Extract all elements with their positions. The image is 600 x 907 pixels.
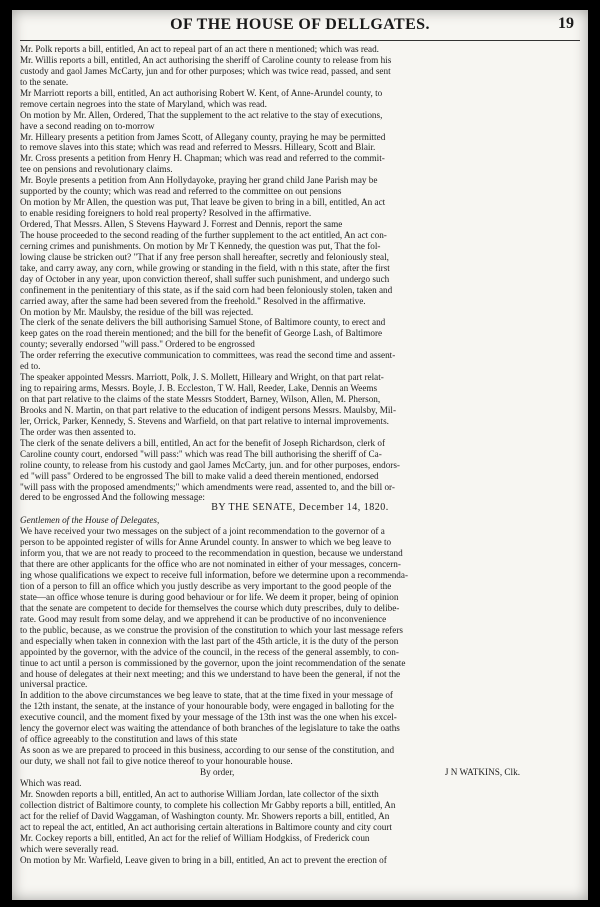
text-line: tion of a person to fill an office which you justly describe as very important to the good people of the (20, 581, 392, 591)
text-line: confinement in the penitentiary of this state, as if the said corn had been feloniously stolen, taken and (20, 284, 393, 295)
text-line: The order was then assented to. (20, 426, 136, 437)
text-line: person to be appointed register of wills for Anne Arundel county. In answer to which we beg leave to (20, 537, 392, 548)
text-line: The order referring the executive communication to committees, was read the second time and assent- (20, 350, 396, 361)
text-line: collection district of Baltimore county, to complete his collection Mr Gabby reports a bill, entitled, An (20, 799, 396, 810)
text-line: to the senate. (20, 76, 69, 87)
text-line: On motion by Mr. Warfield, Leave given to bring in a bill, entitled, An act to prevent the erection of (20, 854, 387, 865)
text-line: Which was read. (20, 777, 82, 788)
text-line: have a second reading on to-morrow (20, 120, 155, 131)
text-line: Caroline county court, endorsed "will pass:" which was read The bill authorising the sheriff of Ca- (20, 448, 382, 459)
text-line: Ordered, That Messrs. Allen, S Stevens Hayward J. Forrest and Dennis, report the same (20, 219, 343, 229)
signoff (20, 767, 580, 778)
text-line: Mr Marriott reports a bill, entitled, An act authorising Robert W. Kent, of Anne-Arundel county, to (20, 87, 383, 98)
text-line: act for the relief of David Waggaman, of Washington county. Mr. Showers reports a bill, entitled, An (20, 810, 390, 821)
text-line: dered to be engrossed And the following message: (20, 492, 205, 503)
text-line: executive council, and the moment fixed by your message of the 13th inst was the one when his excel- (20, 712, 397, 723)
text-line: Mr. Cockey reports a bill, entitled, An act for the relief of William Hodgkiss, of Frederick coun (20, 832, 370, 843)
text-line: state—an office whose tenure is during good behaviour or for life. We deem it proper, being of opinion (20, 591, 399, 602)
text-line: county; severally endorsed "will pass." Ordered to be engrossed (20, 339, 255, 350)
senate-message-body (20, 526, 580, 767)
text-line: Mr. Polk reports a bill, entitled, An act to repeal part of an act there n mentioned; which was read. (20, 44, 379, 54)
text-line: to the public, because, as we construe the provision of the constitution to which your last message refers (20, 624, 403, 635)
page-number: 19 (558, 15, 574, 32)
text-line: appointed by the governor, with the advice of the council, in the recess of the general assembly, to con- (20, 646, 399, 657)
text-line: take, and carry away, any corn, while growing or standing in the field, with n this state, after the first (20, 262, 390, 273)
text-line: rate. Good may result from some delay, and we apprehend it can be productive of no inconvenience (20, 613, 387, 624)
text-line: cerning crimes and punishments. On motion by Mr T Kennedy, the question was put, That the fol- (20, 240, 381, 251)
text-line: ler, Orrick, Parker, Kennedy, S. Stevens and Warfield, on that part relative to internal improvements. (20, 415, 389, 426)
text-line: The clerk of the senate delivers the bill authorising Samuel Stone, of Baltimore county, to erect and (20, 317, 386, 328)
text-line: We have received your two messages on the subject of a joint recommendation to the governor of a (20, 526, 385, 537)
text-line: ing whose qualifications we expect to receive full information, before we determine upon a recommenda- (20, 570, 409, 581)
text-line: Mr. Snowden reports a bill, entitled, An act to authorise William Jordan, late collector of the sixth (20, 788, 379, 799)
document-page (12, 10, 588, 900)
text-line: custody and gaol James McCarty, jun and for other purposes; which was twice read, passed, and sent (20, 65, 391, 76)
by-order: By order, (200, 766, 235, 777)
text-line: The clerk of the senate delivers a bill, entitled, An act for the benefit of Joseph Richardson, clerk of (20, 437, 386, 448)
text-line: keep gates on the road therein mentioned; and the bill for the benefit of George Lash, of Baltimore (20, 328, 383, 339)
text-line: carried away, after the same had been severed from the freehold." Resolved in the affirmative. (20, 295, 366, 306)
text-line: that the senate are competent to decide for themselves the course which duty prescribes, duly to delibe- (20, 602, 400, 613)
senate-message-heading: BY THE SENATE, December 14, 1820. (211, 502, 389, 514)
text-line: of office agreeably to the constitution and laws of this state (20, 734, 238, 745)
text-line: day of October in any year, upon conviction thereof, shall suffer such punishment, and undergo such (20, 273, 390, 284)
text-line: that there are other applicants for the office who are not nominated in either of your messages, concern- (20, 559, 401, 570)
text-line: supported by the county; which was read and referred to the committee on out pensions (20, 186, 342, 197)
text-line: tee on pensions and revolutionary claims. (20, 164, 173, 175)
running-head: OF THE HOUSE OF DELLGATES. (170, 16, 430, 33)
text-line: ing to repairing arms, Messrs. Boyle, J. B. Eccleston, T W. Hall, Reeder, Lake, Dennis an Weems (20, 383, 378, 394)
text-line: universal practice. (20, 679, 88, 690)
page-header (20, 10, 580, 41)
text-line: which were severally read. (20, 843, 119, 854)
text-line: act to repeal the act, entitled, An act authorising certain alterations in Baltimore county and city court (20, 821, 392, 832)
text-line: As soon as we are prepared to proceed in this business, according to our sense of the constitution, and (20, 745, 395, 756)
text-line: Mr. Willis reports a bill, entitled, An act authorising the sheriff of Caroline county to release from his (20, 54, 392, 65)
text-line: roline county, to release from his custody and gaol James McCarty, jun. and for other purposes, endors- (20, 459, 400, 470)
text-line: In addition to the above circumstances we beg leave to state, that at the time fixed in your message of (20, 690, 393, 701)
text-line: and especially when taken in connexion with the last part of the 45th article, it is the duty of the person (20, 635, 399, 646)
text-line: lency the governor elect was waiting the attendance of both branches of the legislature to take the oaths (20, 723, 400, 734)
text-line: The speaker appointed Messrs. Marriott, Polk, J. S. Mollett, Hilleary and Wright, on that part relat- (20, 372, 384, 383)
text-line: tinue to act until a person is commissioned by the governor, upon the joint recommendation of the senate (20, 657, 406, 668)
text-line: remove certain negroes into the state of Maryland, which was read. (20, 98, 267, 109)
text-line: and house of delegates at their next meeting; and this we understand to have been the general, if not the (20, 668, 401, 679)
text-line: "will pass with the proposed amendments;" which amendments were read, assented to, and the bill or- (20, 481, 395, 492)
text-line: our duty, we shall not fail to give notice thereof to your honourable house. (20, 756, 293, 766)
salutation: Gentlemen of the House of Delegates, (20, 515, 160, 526)
page-body (12, 44, 588, 865)
text-line: the 12th instant, the senate, at the instance of your honourable body, were engaged in balloting for the (20, 701, 394, 712)
text-line: lowing clause be stricken out? "That if any free person shall hereafter, secretly and feloniously steal, (20, 251, 389, 262)
text-line: ed "will pass" Ordered to be engrossed The bill to make valid a deed therein mentioned, endorsed (20, 470, 379, 481)
text-line: Brooks and N. Martin, on that part relative to the education of indigent persons Messrs. Maulsby, Mil- (20, 404, 397, 415)
text-line: inform you, that we are not ready to proceed to the recommendation in question, because we understand (20, 548, 403, 559)
proceedings-block-1 (20, 44, 580, 503)
text-line: to remove slaves into this state; which was read and referred to Messrs. Hilleary, Scott and Blair. (20, 142, 376, 153)
text-line: On motion by Mr Allen, the question was put, That leave be given to bring in a bill, entitled, An act (20, 197, 386, 208)
clerk-signature: J N WATKINS, Clk. (444, 766, 520, 777)
text-line: The house proceeded to the second reading of the further supplement to the act entitled, An act con- (20, 229, 387, 240)
proceedings-block-2 (20, 778, 580, 866)
text-line: Mr. Hilleary presents a petition from James Scott, of Allegany county, praying he may be permitted (20, 131, 386, 142)
text-line: On motion by Mr. Allen, Ordered, That the supplement to the act relative to the stay of executions, (20, 109, 383, 120)
text-line: to enable residing foreigners to hold real property? Resolved in the affirmative. (20, 208, 312, 219)
text-line: Mr. Boyle presents a petition from Ann Hollydayoke, praying her grand child Jane Parish may be (20, 175, 378, 186)
text-line: Mr. Cross presents a petition from Henry H. Chapman; which was read and referred to the commit- (20, 153, 385, 164)
text-line: ed to. (20, 361, 41, 372)
text-line: on that part relative to the claims of the state Messrs Stoddert, Barney, Wilson, Allen, M. Pherson, (20, 394, 381, 404)
text-line: On motion by Mr. Maulsby, the residue of the bill was rejected. (20, 306, 254, 317)
